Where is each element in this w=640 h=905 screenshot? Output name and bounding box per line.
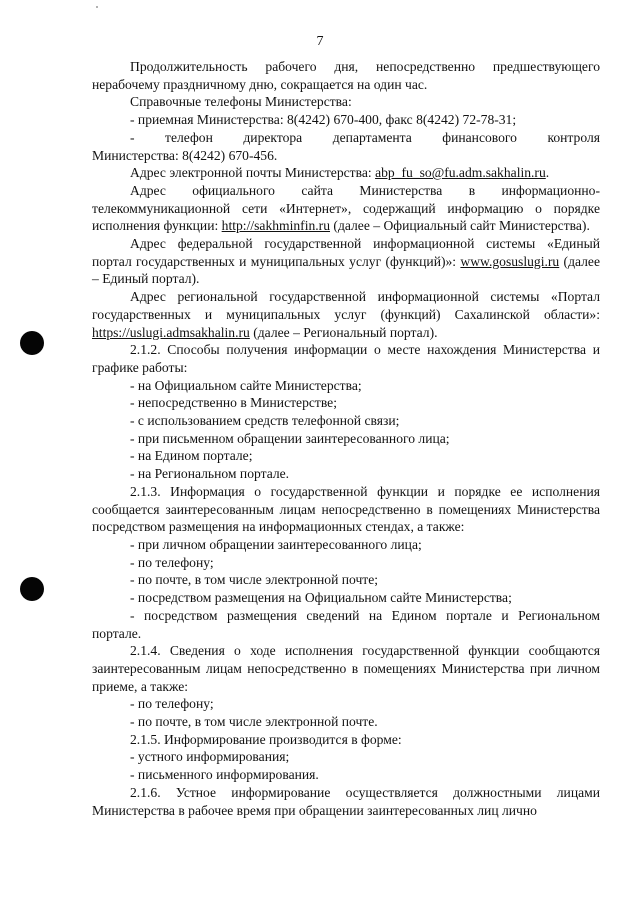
list-item: - письменного информирования. bbox=[130, 767, 319, 783]
list-item: - посредством размещения сведений на Едином портале и Региональном портале. bbox=[92, 607, 600, 641]
list-item: - устного информирования; bbox=[130, 749, 290, 765]
paragraph-regional-portal: Адрес региональной государственной информационной системы «Портал государственных и муниципальных услуг (функций) Сахалинской области»: https://uslugi.admsakhalin.ru (далее – Региональный портал). bbox=[92, 289, 600, 340]
list-item-director-phone-cont: Министерства: 8(4242) 670-456. bbox=[92, 147, 278, 163]
list-item-reception: - приемная Министерства: 8(4242) 670-400, факс 8(4242) 72-78-31; bbox=[130, 112, 517, 128]
scan-speck bbox=[96, 6, 98, 8]
gosuslugi-link[interactable]: www.gosuslugi.ru bbox=[460, 253, 560, 269]
email-link[interactable]: abp_fu_so@fu.adm.sakhalin.ru bbox=[375, 165, 546, 181]
list-item: - при личном обращении заинтересованного лица; bbox=[130, 536, 422, 552]
list-item: - посредством размещения на Официальном сайте Министерства; bbox=[130, 590, 512, 606]
official-site-link[interactable]: http://sakhminfin.ru bbox=[221, 218, 331, 234]
section-2-1-3: 2.1.3. Информация о государственной функции и порядке ее исполнения сообщается заинтересованным лицам непосредственно в помещениях Министерства посредством размещения на информационных стендах, а также: bbox=[92, 483, 600, 535]
list-item: - с использованием средств телефонной связи; bbox=[130, 413, 400, 429]
list-item: - на Едином портале; bbox=[130, 448, 253, 464]
paragraph-phones-heading: Справочные телефоны Министерства: bbox=[130, 94, 352, 110]
list-item: - на Официальном сайте Министерства; bbox=[130, 377, 362, 393]
list-item: - по почте, в том числе электронной почте; bbox=[130, 572, 379, 588]
regional-portal-link[interactable]: https://uslugi.admsakhalin.ru bbox=[92, 324, 250, 340]
paragraph-federal-portal: Адрес федеральной государственной информационной системы «Единый портал государственных и муниципальных услуг (функций)»: www.gosuslugi.ru (далее – Единый портал). bbox=[92, 236, 600, 287]
paragraph-working-hours: Продолжительность рабочего дня, непосредственно предшествующего нерабочему праздничному дню, сокращается на один час. bbox=[92, 59, 600, 92]
section-2-1-4: 2.1.4. Сведения о ходе исполнения государственной функции сообщаются заинтересованным лицам непосредственно в помещениях Министерства при личном приеме, а также: bbox=[92, 643, 600, 694]
document-body bbox=[92, 58, 600, 819]
paragraph-email: Адрес электронной почты Министерства: abp_fu_so@fu.adm.sakhalin.ru. bbox=[130, 165, 550, 181]
list-item: - непосредственно в Министерстве; bbox=[130, 395, 337, 411]
section-2-1-6: 2.1.6. Устное информирование осуществляется должностными лицами Министерства в рабочее время при обращении заинтересованных лиц лично bbox=[92, 784, 600, 818]
list-item: - на Региональном портале. bbox=[130, 466, 290, 482]
section-2-1-5: 2.1.5. Информирование производится в форме: bbox=[130, 731, 402, 747]
list-item: - по почте, в том числе электронной почте. bbox=[130, 714, 378, 730]
section-2-1-2: 2.1.2. Способы получения информации о месте нахождения Министерства и графике работы: bbox=[92, 342, 600, 375]
list-item: - по телефону; bbox=[130, 554, 214, 570]
list-item: - по телефону; bbox=[130, 696, 214, 712]
list-item: - при письменном обращении заинтересованного лица; bbox=[130, 430, 450, 446]
list-item-director-phone: - телефон директора департамента финансового контроля bbox=[130, 129, 600, 145]
paragraph-official-site: Адрес официального сайта Министерства в информационно-телекоммуникационной сети «Интернет», содержащий информацию о порядке исполнения функции: http://sakhminfin.ru (далее – Официальный сайт Министерства). bbox=[92, 182, 600, 234]
binder-hole-top bbox=[20, 331, 44, 355]
page-number: 7 bbox=[316, 34, 324, 49]
binder-hole-bottom bbox=[20, 577, 44, 601]
email-label: Адрес электронной почты Министерства: bbox=[130, 165, 376, 181]
